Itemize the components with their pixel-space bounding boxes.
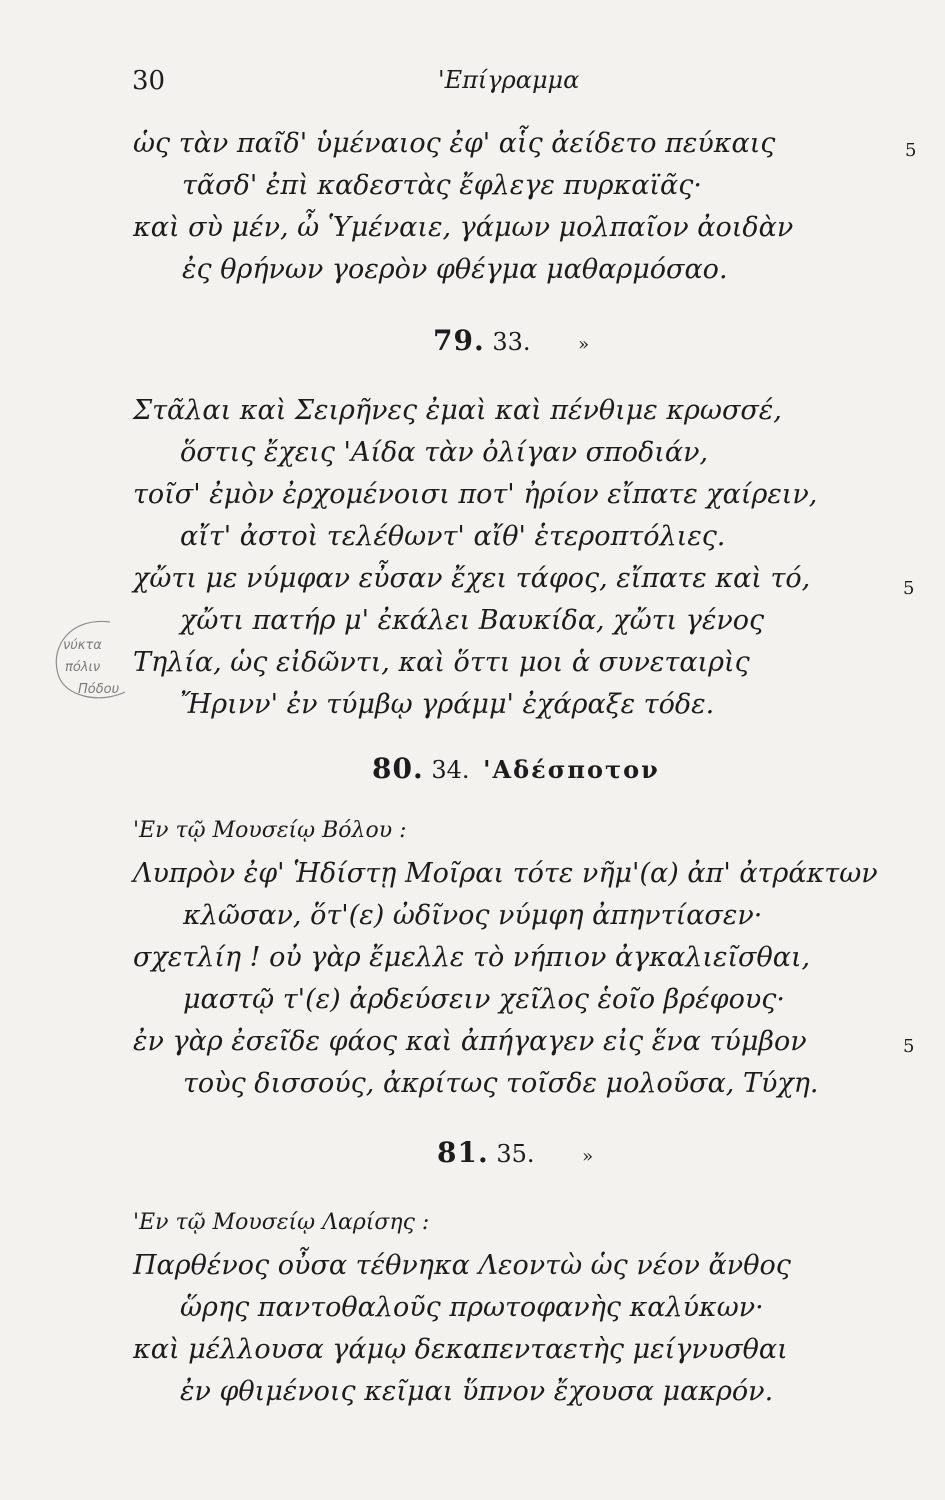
epigram-source: 'Εν τῷ Μουσείῳ Λαρίσης : <box>133 1210 430 1235</box>
epigram-source: 'Εν τῷ Μουσείῳ Βόλου : <box>133 818 407 843</box>
poem-line: Λυπρὸν ἐφ' Ἡδίστῃ Μοῖραι τότε νῆμ'(α) ἀπ' ἀτράκτων <box>133 858 878 889</box>
poem-line: ἐς θρήνων γοερὸν φθέγμα μαθαρμόσαο. <box>182 254 728 285</box>
poem-line: Ἤρινν' ἐν τύμβῳ γράμμ' ἐχάραξε τόδε. <box>180 689 715 720</box>
poem-line: τᾶσδ' ἐπὶ καδεστὰς ἔφλεγε πυρκαϊᾶς· <box>182 170 702 201</box>
poem-line: καὶ σὺ μέν, ὦ Ὑμέναιε, γάμων μολπαῖον ἀοιδὰν <box>133 212 794 243</box>
poem-line: αἴτ' ἀστοὶ τελέθωντ' αἴθ' ἑτεροπτόλιες. <box>180 521 726 552</box>
epigram-label: 'Αδέσποτον <box>483 755 660 784</box>
poem-line: χὤτι με νύμφαν εὖσαν ἔχει τάφος, εἴπατε καὶ τό, <box>133 563 811 594</box>
poem-line: ὅστις ἔχεις 'Αίδα τὰν ὀλίγαν σποδιάν, <box>180 437 709 468</box>
epigram-heading <box>372 752 660 785</box>
poem-line: μαστῷ τ'(ε) ἀρδεύσειν χεῖλος ἑοῖο βρέφους· <box>183 984 785 1015</box>
poem-line: ὡς τὰν παῖδ' ὑμέναιος ἐφ' αἷς ἀείδετο πεύκαις <box>133 128 776 159</box>
epigram-number: 80. <box>372 752 424 785</box>
poem-line: σχετλίη ! οὐ γὰρ ἔμελλε τὸ νήπιον ἀγκαλιεῖσθαι, <box>133 942 811 973</box>
poem-line: Παρθένος οὖσα τέθνηκα Λεοντὼ ὡς νέον ἄνθος <box>133 1250 791 1281</box>
poem-line: ἐν φθιμένοις κεῖμαι ὕπνον ἔχουσα μακρόν. <box>180 1376 774 1407</box>
margin-note-line: νύκτα <box>63 638 102 653</box>
line-number: 5 <box>903 578 915 599</box>
ditto-mark: » <box>578 334 590 355</box>
running-title: 'Επίγραμμα <box>438 66 580 94</box>
epigram-ref: 33. <box>492 328 531 356</box>
line-number: 5 <box>905 140 917 161</box>
margin-note-line: Πόδου <box>78 682 120 697</box>
epigram-ref: 35. <box>496 1140 535 1168</box>
poem-line: ὥρης παντοθαλοῦς πρωτοφανὴς καλύκων· <box>180 1292 764 1323</box>
poem-line: τοὺς δισσούς, ἀκρίτως τοῖσδε μολοῦσα, Τύχη. <box>183 1068 819 1099</box>
epigram-number: 81. <box>437 1136 489 1169</box>
epigram-heading <box>433 324 589 357</box>
epigram-heading <box>437 1136 593 1169</box>
poem-line: Στᾶλαι καὶ Σειρῆνες ἐμαὶ καὶ πένθιμε κρωσσέ, <box>133 395 782 426</box>
poem-line: Τηλία, ὡς εἰδῶντι, καὶ ὅττι μοι ἁ συνεταιρὶς <box>133 647 750 678</box>
poem-line: ἐν γὰρ ἐσεῖδε φάος καὶ ἀπήγαγεν εἰς ἕνα τύμβον <box>133 1026 807 1057</box>
epigram-ref: 34. <box>431 756 470 784</box>
poem-line: καὶ μέλλουσα γάμῳ δεκαπενταετὴς μείγνυσθαι <box>133 1334 788 1365</box>
page-number: 30 <box>132 66 166 96</box>
line-number: 5 <box>903 1036 915 1057</box>
epigram-number: 79. <box>433 324 485 357</box>
poem-line: τοῖσ' ἐμὸν ἐρχομένοισι ποτ' ἠρίον εἴπατε χαίρειν, <box>133 479 818 510</box>
ditto-mark: » <box>582 1146 594 1167</box>
poem-line: κλῶσαν, ὅτ'(ε) ὠδῖνος νύμφη ἀπηντίασεν· <box>183 900 763 931</box>
poem-line: χὤτι πατήρ μ' ἐκάλει Βαυκίδα, χὤτι γένος <box>180 605 765 636</box>
margin-note-line: πόλιν <box>65 660 101 675</box>
